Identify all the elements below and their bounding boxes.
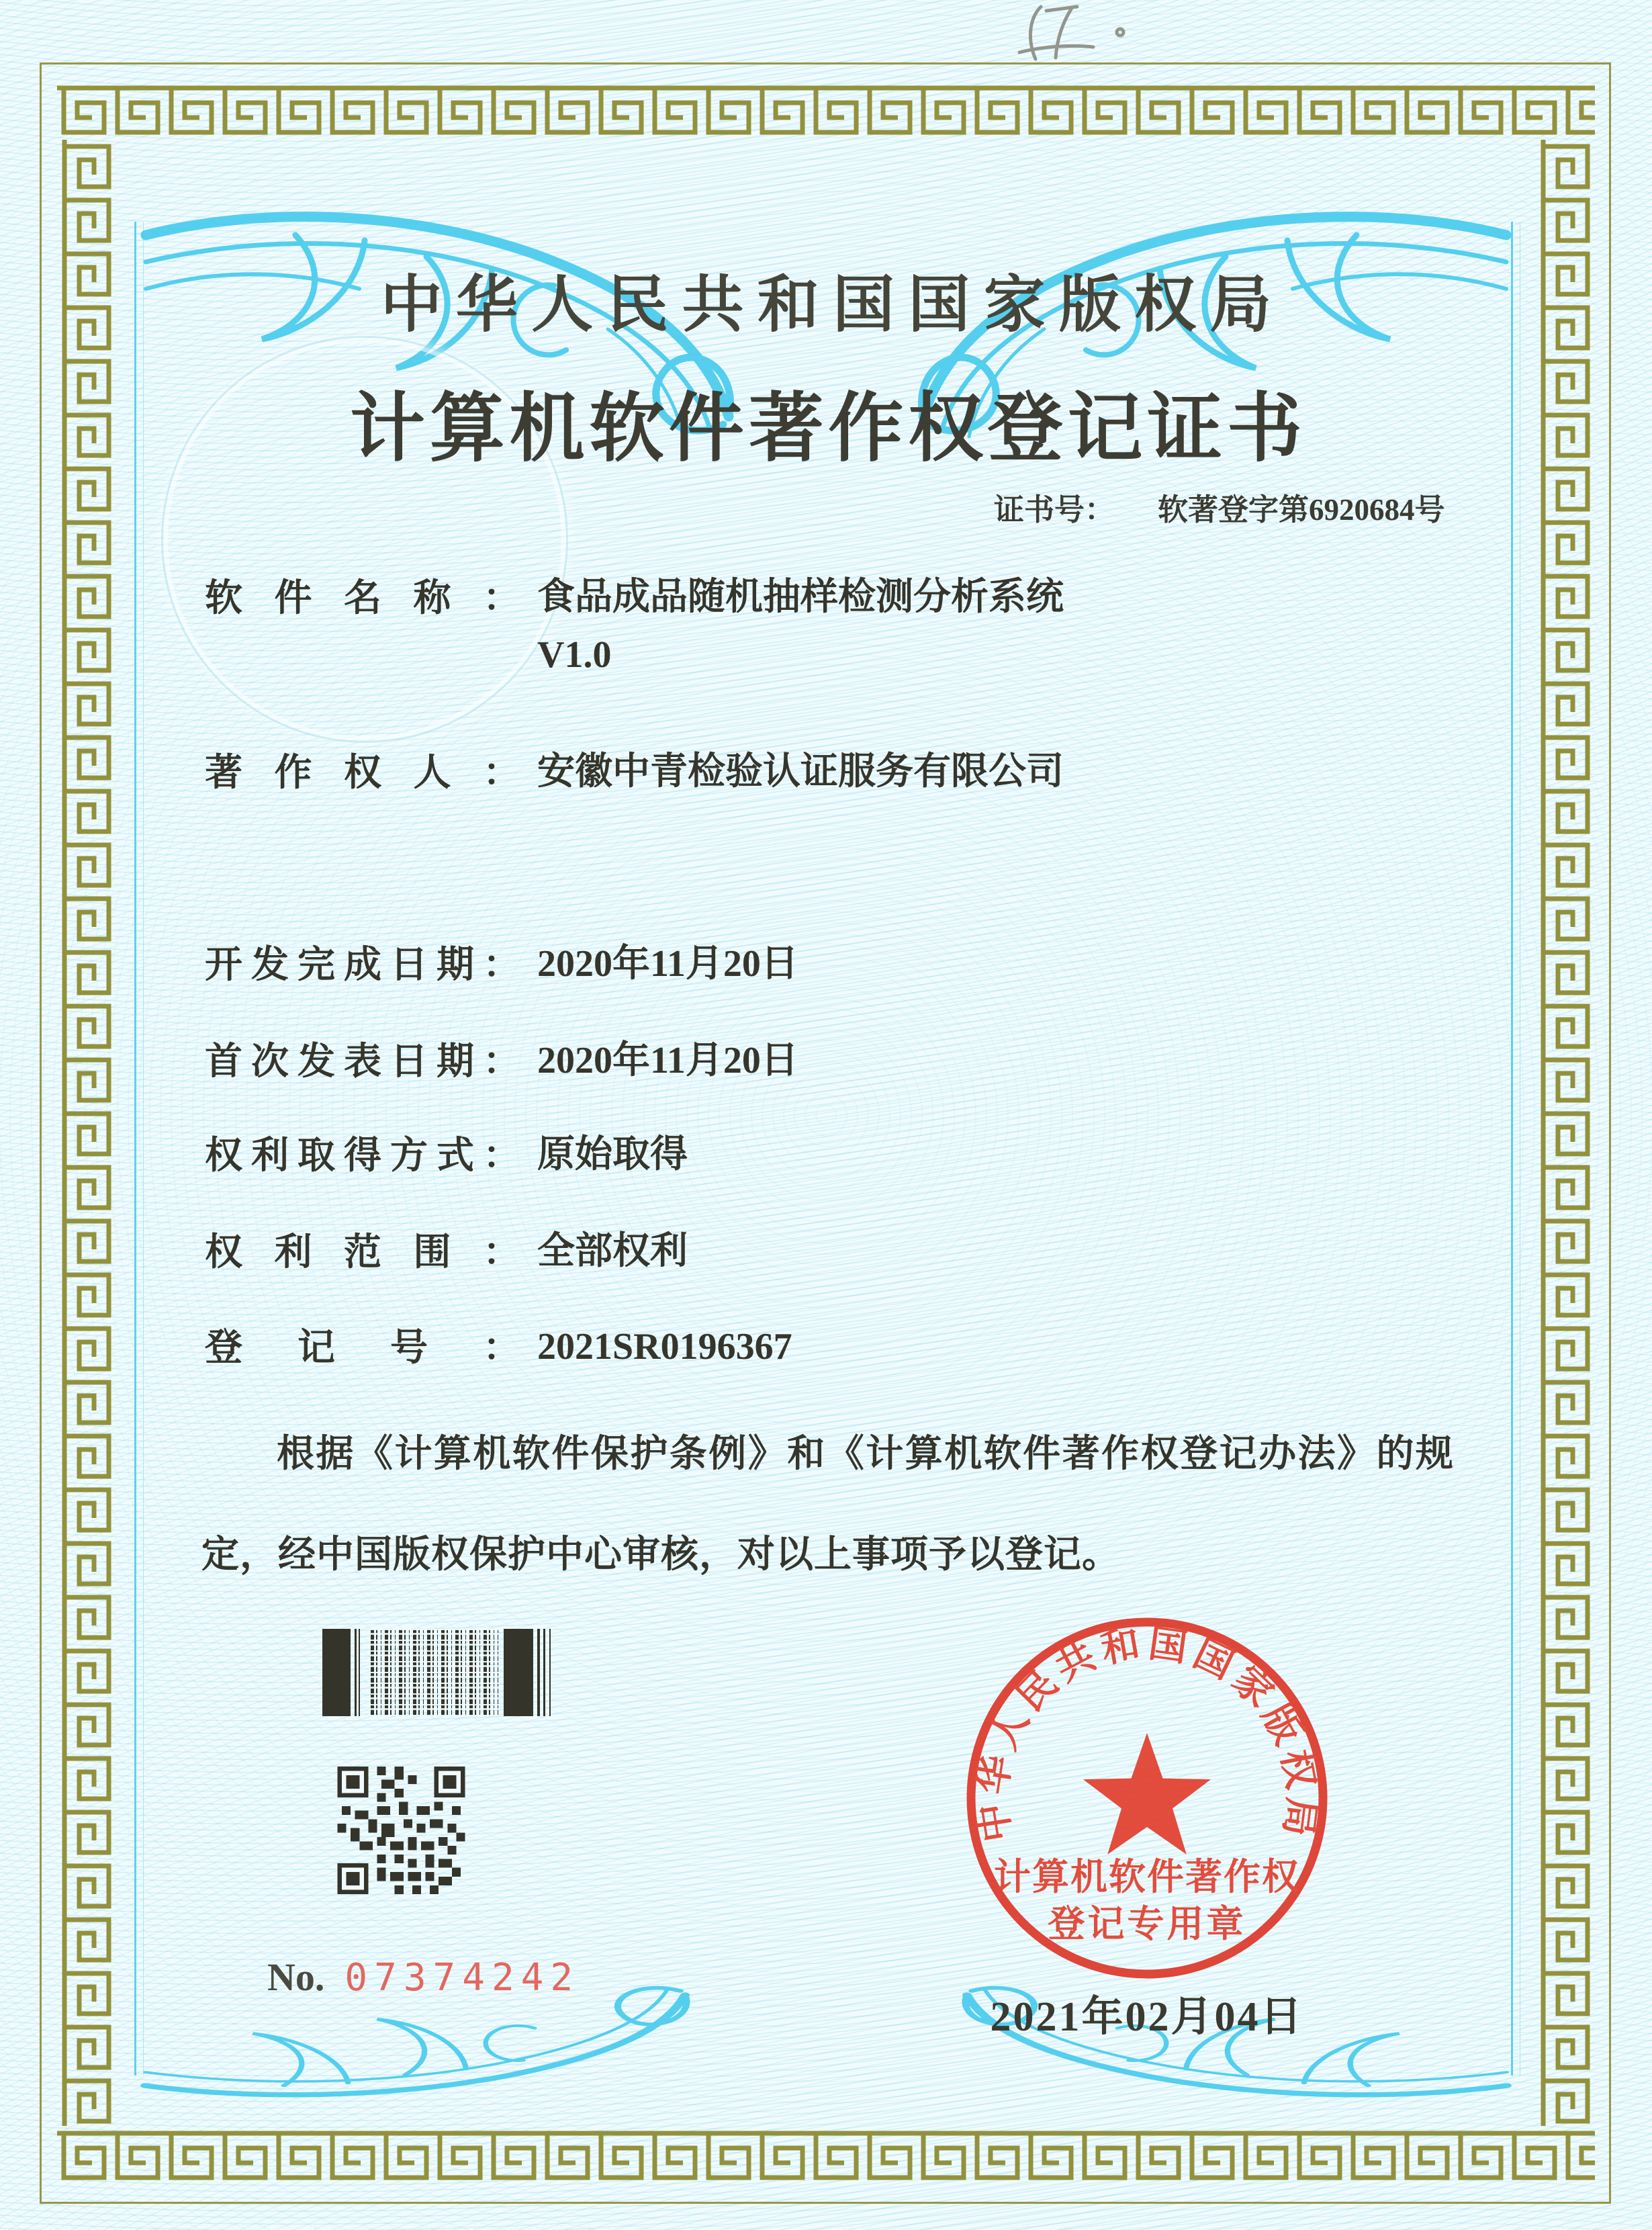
serial-number (267, 1955, 580, 2000)
field-row-registration-number (205, 1318, 792, 1376)
certificate-title: 计算机软件著作权登记证书 (350, 388, 1307, 471)
barcode-block (322, 1629, 351, 1716)
serial-number-value: 07374242 (345, 1956, 580, 2000)
qr-code-image (336, 1767, 467, 1894)
field-label: 权利范围： (205, 1232, 520, 1274)
field-label: 权利取得方式： (205, 1135, 520, 1177)
seal-arc-text: 中华人民共和国国家版权局 (971, 1622, 1323, 1845)
seal-text-line2: 登记专用章 (1048, 1904, 1246, 1945)
software-version: V1.0 (537, 634, 612, 676)
star-icon (1083, 1733, 1211, 1855)
certificate-number (994, 485, 1445, 529)
greek-key-border-top (57, 81, 1595, 140)
field-label: 登记号： (205, 1327, 520, 1369)
field-label: 首次发表日期： (205, 1041, 520, 1083)
barcode-bars (537, 1629, 557, 1716)
barcode-bars (355, 1629, 365, 1716)
field-label: 软件名称： (205, 578, 520, 619)
field-value: 2021SR0196367 (537, 1326, 792, 1368)
certificate-number-label: 证书号： (994, 493, 1115, 527)
seal-text-line1: 计算机软件著作权 (993, 1857, 1301, 1898)
field-value: 2020年11月20日 (537, 1040, 798, 1081)
field-value: 2020年11月20日 (537, 943, 798, 985)
field-value (537, 568, 1064, 684)
field-value: 全部权利 (537, 1231, 688, 1272)
certificate-number-value: 软著登字第6920684号 (1158, 493, 1445, 527)
issue-date: 2021年02月04日 (990, 1994, 1304, 2040)
barcode-image (322, 1629, 557, 1716)
serial-number-label: No. (267, 1955, 325, 1999)
field-label: 开发完成日期： (205, 944, 520, 986)
field-value: 安徽中青检验认证服务有限公司 (537, 751, 1064, 793)
guilloche-rail-right (1511, 222, 1520, 2076)
field-label: 著作权人： (205, 752, 520, 794)
registration-statement: 根据《计算机软件保护条例》和《计算机软件著作权登记办法》的规定，经中国版权保护中心审核，对以上事项予以登记。 (201, 1433, 1454, 1576)
barcode-modules (371, 1629, 498, 1716)
software-name-line1: 食品成品随机抽样检测分析系统 (537, 576, 1064, 618)
field-row-rights-acquisition (205, 1126, 688, 1184)
official-seal (937, 1589, 1357, 2008)
barcode-block (504, 1629, 533, 1716)
field-row-copyright-holder (205, 743, 1064, 801)
field-row-rights-scope (205, 1222, 688, 1280)
field-row-software-name (205, 568, 1064, 684)
field-row-dev-complete-date (205, 935, 798, 993)
guilloche-rail-left (134, 222, 144, 2076)
authority-title: 中华人民共和国国家版权局 (380, 271, 1285, 339)
field-value: 原始取得 (537, 1134, 688, 1175)
field-row-first-publish-date (205, 1032, 798, 1089)
greek-key-border-bottom (57, 2126, 1595, 2185)
handwritten-pencil-mark (1007, 0, 1168, 67)
